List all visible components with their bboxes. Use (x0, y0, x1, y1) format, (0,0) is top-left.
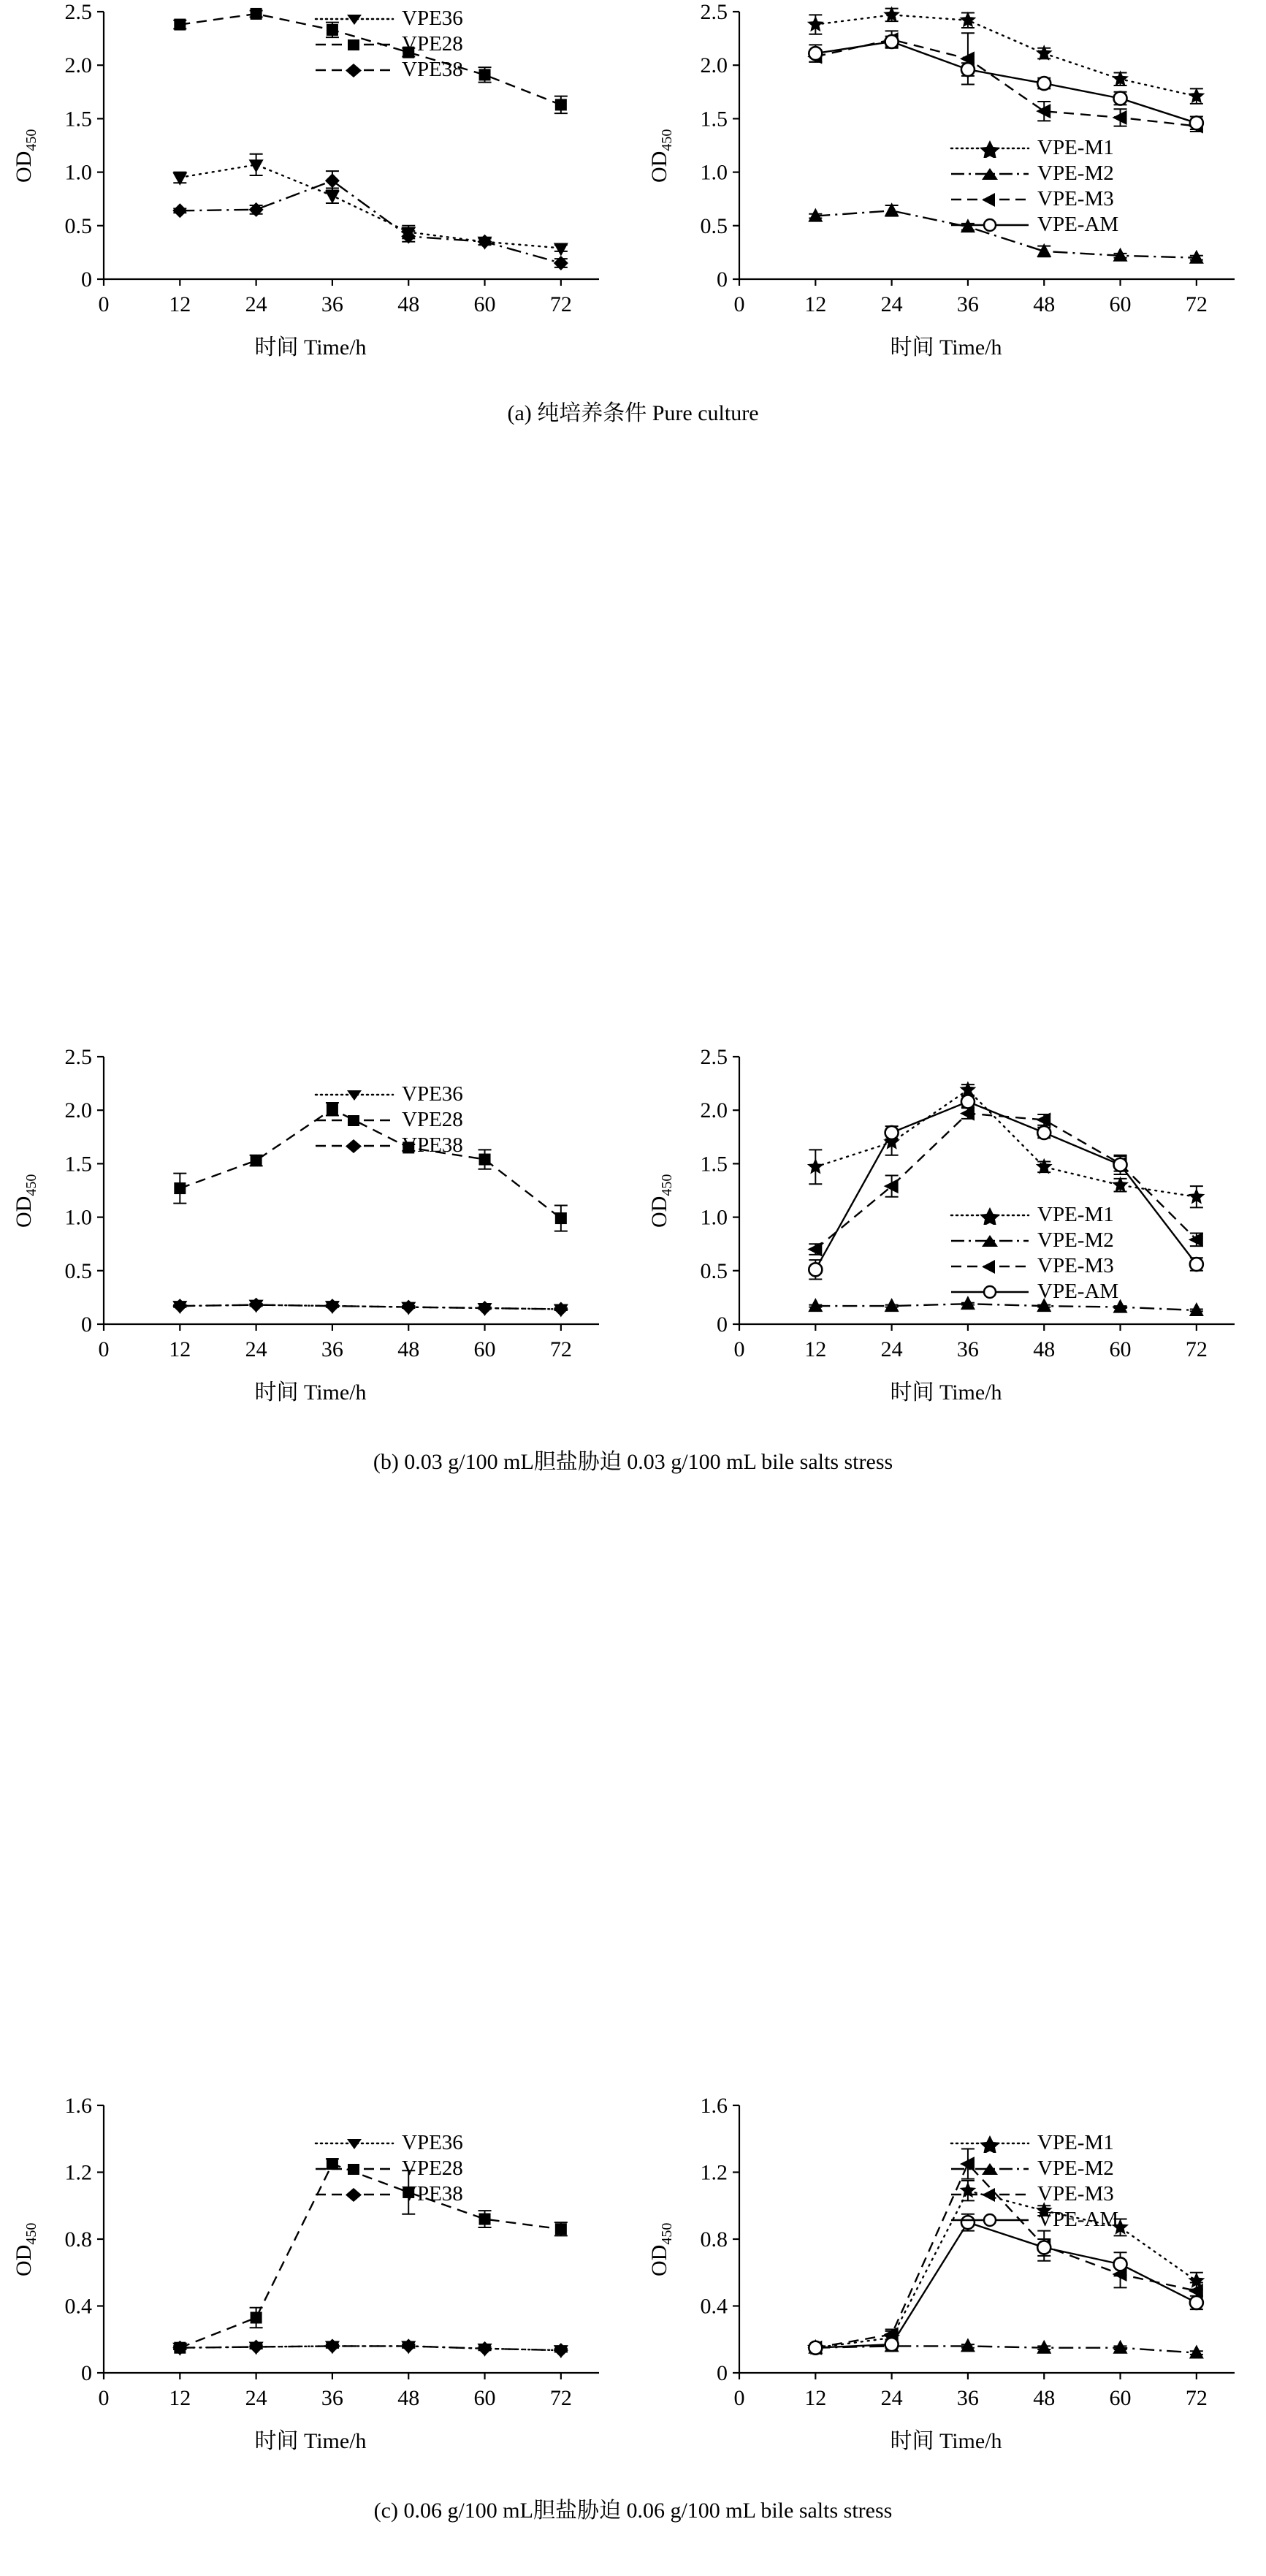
legend-label: VPE38 (402, 1133, 463, 1157)
svg-text:36: 36 (956, 1337, 979, 1361)
svg-text:1.5: 1.5 (700, 107, 728, 132)
legend-swatch-vpe36 (314, 2130, 394, 2156)
svg-text:0.8: 0.8 (64, 2227, 92, 2252)
svg-text:2.0: 2.0 (64, 53, 92, 78)
x-axis-label: 时间 Time/h (254, 2429, 367, 2453)
figure-row-a (0, 0, 1266, 526)
legend-label: VPE-M3 (1037, 1254, 1114, 1277)
y-axis-label: $OD_{450}$ (12, 2222, 39, 2276)
svg-text:36: 36 (956, 292, 979, 316)
svg-text:72: 72 (1185, 2386, 1208, 2410)
legend-label: VPE36 (402, 7, 463, 30)
svg-text:12: 12 (169, 1337, 191, 1361)
svg-text:1.0: 1.0 (64, 1205, 92, 1230)
legend-swatch-vpe-m3 (950, 186, 1030, 212)
svg-text:72: 72 (549, 292, 572, 316)
legend-a-right (950, 135, 1118, 238)
svg-text:36: 36 (321, 1337, 343, 1361)
svg-text:12: 12 (169, 292, 191, 316)
svg-text:36: 36 (956, 2386, 979, 2410)
legend-label: VPE-AM (1037, 213, 1119, 236)
svg-text:48: 48 (397, 292, 420, 316)
svg-text:36: 36 (321, 292, 343, 316)
legend-swatch-vpe-am (950, 212, 1030, 238)
svg-text:1.0: 1.0 (64, 160, 92, 185)
svg-text:24: 24 (245, 2386, 267, 2410)
legend-swatch-vpe-m2 (950, 2156, 1030, 2181)
legend-label: VPE-M3 (1037, 187, 1114, 210)
legend-swatch-vpe28 (314, 2156, 394, 2181)
legend-swatch-vpe-m2 (950, 161, 1030, 186)
legend-swatch-vpe38 (314, 57, 394, 83)
svg-text:24: 24 (880, 2386, 903, 2410)
svg-text:0: 0 (733, 292, 745, 316)
svg-text:48: 48 (1033, 292, 1056, 316)
legend-label: VPE-M2 (1037, 2157, 1114, 2180)
svg-text:0.5: 0.5 (64, 213, 92, 238)
legend-swatch-vpe-m1 (950, 2130, 1030, 2156)
caption-b: (b) 0.03 g/100 mL胆盐胁迫 0.03 g/100 mL bile salts stress (373, 1450, 893, 1474)
legend-swatch-vpe28 (314, 31, 394, 57)
y-axis-label: $OD_{450}$ (647, 1174, 675, 1228)
svg-text:1.5: 1.5 (64, 107, 92, 132)
svg-text:1.6: 1.6 (64, 2094, 92, 2118)
svg-text:0: 0 (717, 267, 728, 292)
svg-text:0: 0 (717, 2361, 728, 2385)
legend-label: VPE-M3 (1037, 2182, 1114, 2205)
svg-text:24: 24 (245, 292, 267, 316)
legend-swatch-vpe38 (314, 2181, 394, 2207)
legend-label: VPE36 (402, 2131, 463, 2154)
legend-label: VPE-M2 (1037, 1228, 1114, 1252)
svg-text:72: 72 (549, 1337, 572, 1361)
svg-text:0: 0 (733, 2386, 745, 2410)
svg-text:0.8: 0.8 (700, 2227, 728, 2252)
x-axis-label: 时间 Time/h (254, 335, 367, 360)
legend-swatch-vpe-am (950, 2207, 1030, 2233)
legend-swatch-vpe-m1 (950, 135, 1030, 161)
y-axis-label: $OD_{450}$ (647, 129, 675, 183)
svg-text:12: 12 (804, 2386, 827, 2410)
caption-c: (c) 0.06 g/100 mL胆盐胁迫 0.06 g/100 mL bile salts stress (373, 2499, 893, 2523)
svg-text:60: 60 (473, 1337, 496, 1361)
legend-swatch-vpe-m3 (950, 2181, 1030, 2207)
svg-text:2.5: 2.5 (64, 1045, 92, 1069)
svg-text:12: 12 (804, 1337, 827, 1361)
legend-c-left (314, 2130, 463, 2207)
svg-text:0: 0 (98, 2386, 110, 2410)
legend-label: VPE28 (402, 2157, 463, 2180)
svg-text:48: 48 (397, 2386, 420, 2410)
legend-label: VPE38 (402, 58, 463, 81)
svg-text:1.0: 1.0 (700, 160, 728, 185)
svg-text:1.6: 1.6 (700, 2094, 728, 2118)
svg-text:48: 48 (1033, 2386, 1056, 2410)
svg-text:0: 0 (717, 1312, 728, 1337)
svg-text:24: 24 (245, 1337, 267, 1361)
caption-a: (a) 纯培养条件 Pure culture (507, 401, 759, 425)
svg-text:2.0: 2.0 (700, 53, 728, 78)
svg-text:60: 60 (1109, 1337, 1132, 1361)
svg-text:0.4: 0.4 (64, 2294, 92, 2319)
x-axis-label: 时间 Time/h (890, 1380, 1002, 1405)
y-axis-label: $OD_{450}$ (12, 129, 39, 183)
x-axis-label: 时间 Time/h (890, 335, 1002, 360)
svg-text:60: 60 (1109, 292, 1132, 316)
y-axis-label: $OD_{450}$ (12, 1174, 39, 1228)
legend-label: VPE-AM (1037, 1280, 1119, 1303)
svg-text:24: 24 (880, 292, 903, 316)
svg-text:72: 72 (1185, 292, 1208, 316)
svg-text:60: 60 (1109, 2386, 1132, 2410)
legend-label: VPE28 (402, 1108, 463, 1131)
svg-text:24: 24 (880, 1337, 903, 1361)
legend-swatch-vpe36 (314, 6, 394, 31)
svg-text:0: 0 (98, 1337, 110, 1361)
svg-text:2.5: 2.5 (64, 0, 92, 24)
svg-text:1.5: 1.5 (700, 1152, 728, 1177)
svg-text:48: 48 (1033, 1337, 1056, 1361)
svg-text:1.2: 1.2 (64, 2160, 92, 2185)
legend-label: VPE-AM (1037, 2208, 1119, 2231)
svg-text:60: 60 (473, 292, 496, 316)
legend-label: VPE38 (402, 2182, 463, 2205)
svg-text:12: 12 (804, 292, 827, 316)
svg-text:72: 72 (549, 2386, 572, 2410)
legend-label: VPE-M2 (1037, 162, 1114, 185)
svg-text:72: 72 (1185, 1337, 1208, 1361)
svg-text:0: 0 (733, 1337, 745, 1361)
legend-label: VPE28 (402, 32, 463, 56)
figure-row-c (0, 1052, 1266, 2523)
svg-text:2.5: 2.5 (700, 1045, 728, 1069)
svg-text:0.5: 0.5 (700, 213, 728, 238)
svg-text:0: 0 (81, 1312, 92, 1337)
y-axis-label: $OD_{450}$ (647, 2222, 675, 2276)
legend-label: VPE36 (402, 1082, 463, 1106)
legend-c-right (950, 2130, 1118, 2233)
legend-a-left (314, 6, 463, 83)
svg-text:1.0: 1.0 (700, 1205, 728, 1230)
svg-text:36: 36 (321, 2386, 343, 2410)
svg-text:0: 0 (81, 267, 92, 292)
svg-text:1.2: 1.2 (700, 2160, 728, 2185)
svg-text:2.0: 2.0 (700, 1098, 728, 1123)
svg-text:0: 0 (81, 2361, 92, 2385)
legend-label: VPE-M1 (1037, 1203, 1114, 1226)
svg-text:2.0: 2.0 (64, 1098, 92, 1123)
figure-row-b (0, 526, 1266, 1474)
svg-text:0.4: 0.4 (700, 2294, 728, 2319)
legend-label: VPE-M1 (1037, 2131, 1114, 2154)
svg-text:12: 12 (169, 2386, 191, 2410)
legend-label: VPE-M1 (1037, 136, 1114, 159)
x-axis-label: 时间 Time/h (254, 1380, 367, 1405)
svg-text:0.5: 0.5 (64, 1258, 92, 1283)
x-axis-label: 时间 Time/h (890, 2429, 1002, 2453)
svg-text:48: 48 (397, 1337, 420, 1361)
svg-text:0.5: 0.5 (700, 1258, 728, 1283)
svg-text:1.5: 1.5 (64, 1152, 92, 1177)
svg-text:0: 0 (98, 292, 110, 316)
svg-text:60: 60 (473, 2386, 496, 2410)
svg-text:2.5: 2.5 (700, 0, 728, 24)
